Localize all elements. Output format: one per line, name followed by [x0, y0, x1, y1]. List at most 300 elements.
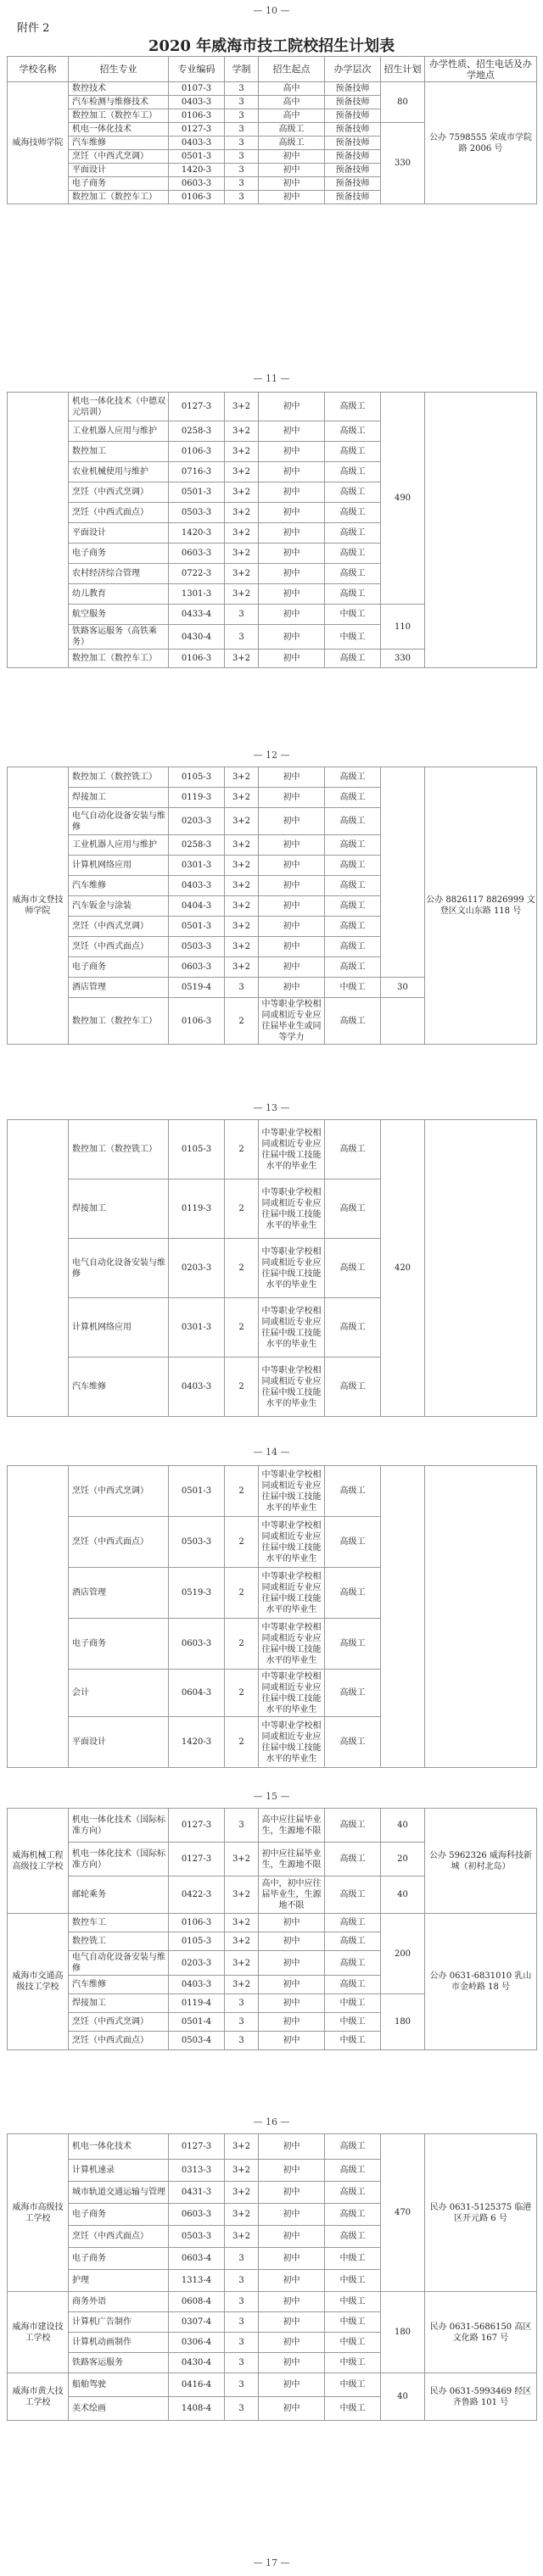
- level-cell: 预备技师: [325, 96, 381, 109]
- level-cell: 中级工: [325, 2373, 381, 2397]
- level-cell: 高级工: [325, 1717, 381, 1768]
- major-cell: 机电一体化技术: [69, 2134, 169, 2160]
- code-cell: 0716-3: [169, 462, 225, 482]
- contact-cell: 公办 7598555 荣成市学院路 2006 号: [425, 82, 537, 204]
- start-cell: 初中: [259, 1932, 325, 1951]
- level-cell: 高级工: [325, 544, 381, 564]
- start-cell: 初中: [259, 937, 325, 957]
- code-cell: 0603-3: [169, 2204, 225, 2226]
- start-cell: 初中: [259, 462, 325, 482]
- major-cell: 焊接加工: [69, 788, 169, 808]
- code-cell: 0127-3: [169, 393, 225, 421]
- level-cell: 高级工: [325, 2182, 381, 2204]
- start-cell: 初中: [259, 2333, 325, 2353]
- major-cell: 电气自动化设备安装与维修: [69, 1951, 169, 1976]
- level-cell: 高级工: [325, 856, 381, 876]
- major-cell: 烹饪（中西式烹调）: [69, 1466, 169, 1517]
- level-cell: 高级工: [325, 1358, 381, 1417]
- duration-cell: 3+2: [225, 1976, 259, 1994]
- start-cell: 初中: [259, 788, 325, 808]
- major-cell: 酒店管理: [69, 1568, 169, 1619]
- start-cell: 初中: [259, 625, 325, 650]
- start-cell: 高中: [259, 109, 325, 123]
- level-cell: 高级工: [325, 1976, 381, 1994]
- school-name: 威海市交通高级技工学校: [8, 1914, 69, 2050]
- duration-cell: 3+2: [225, 442, 259, 462]
- duration-cell: 3+2: [225, 917, 259, 937]
- level-cell: 高级工: [325, 1298, 381, 1358]
- duration-cell: 2: [225, 1466, 259, 1517]
- major-cell: 数控车工: [69, 1914, 169, 1932]
- major-cell: 机电一体化技术（国际标准方向）: [69, 1809, 169, 1843]
- code-cell: 1313-4: [169, 2270, 225, 2292]
- start-cell: 中等职业学校相同或相近专业应往届中级工技能水平的毕业生: [259, 1239, 325, 1298]
- level-cell: 高级工: [325, 937, 381, 957]
- code-cell: 0501-3: [169, 482, 225, 503]
- code-cell: 0519-4: [169, 978, 225, 998]
- level-cell: 高级工: [325, 917, 381, 937]
- major-cell: 护理: [69, 2270, 169, 2292]
- major-cell: 机电一体化技术（国际标准方向）: [69, 1843, 169, 1876]
- duration-cell: 3+2: [225, 482, 259, 503]
- duration-cell: 3+2: [225, 1951, 259, 1976]
- start-cell: 初中: [259, 191, 325, 204]
- plan-cell: 490: [381, 393, 425, 605]
- major-cell: 航空服务: [69, 605, 169, 625]
- plan-table-3: [7, 767, 537, 1045]
- duration-cell: 3: [225, 82, 259, 96]
- major-cell: 农村经济综合管理: [69, 564, 169, 584]
- major-cell: 数控技术: [69, 82, 169, 96]
- plan-cell: 40: [381, 1809, 425, 1843]
- code-cell: 0422-3: [169, 1876, 225, 1914]
- level-cell: 高级工: [325, 876, 381, 896]
- major-cell: 数控加工（数控车工）: [69, 109, 169, 123]
- major-cell: 平面设计: [69, 164, 169, 177]
- code-cell: 0105-3: [169, 1932, 225, 1951]
- plan-cell: 330: [381, 123, 425, 204]
- duration-cell: 3+2: [225, 876, 259, 896]
- code-cell: 0106-3: [169, 109, 225, 123]
- level-cell: 高级工: [325, 998, 381, 1045]
- code-cell: 0119-3: [169, 1179, 225, 1239]
- contact-cell: 公办 5962326 威海科技新城（初村北岛）: [425, 1809, 537, 1914]
- code-cell: 0603-3: [169, 177, 225, 191]
- code-cell: 0603-3: [169, 1619, 225, 1670]
- level-cell: 中级工: [325, 2397, 381, 2421]
- start-cell: 初中: [259, 393, 325, 421]
- start-cell: 高级工: [259, 123, 325, 137]
- plan-cell: [381, 767, 425, 978]
- level-cell: 高级工: [325, 1914, 381, 1932]
- code-cell: 0119-3: [169, 788, 225, 808]
- duration-cell: 3: [225, 605, 259, 625]
- major-cell: 机电一体化技术（中德双元培训）: [69, 393, 169, 421]
- code-cell: 0404-3: [169, 896, 225, 917]
- duration-cell: 3: [225, 150, 259, 164]
- code-cell: 0403-3: [169, 876, 225, 896]
- code-cell: 0503-3: [169, 2226, 225, 2248]
- code-cell: 0306-4: [169, 2333, 225, 2353]
- header-school: 学校名称: [8, 57, 69, 82]
- major-cell: 焊接加工: [69, 1179, 169, 1239]
- start-cell: 初中应往届毕业生，生源地不限: [259, 1843, 325, 1876]
- code-cell: 0403-3: [169, 1976, 225, 1994]
- code-cell: 0301-3: [169, 856, 225, 876]
- major-cell: 烹饪（中西式烹调）: [69, 917, 169, 937]
- major-cell: 汽车钣金与涂装: [69, 896, 169, 917]
- code-cell: 1420-3: [169, 164, 225, 177]
- code-cell: 0501-3: [169, 1466, 225, 1517]
- plan-cell: 420: [381, 1120, 425, 1417]
- code-cell: 0203-3: [169, 808, 225, 835]
- major-cell: 电气自动化设备安装与维修: [69, 1239, 169, 1298]
- level-cell: 高级工: [325, 442, 381, 462]
- page-number: — 15 —: [253, 1791, 290, 1802]
- contact-cell: 公办 0631-6831010 乳山市金岭路 18 号: [425, 1914, 537, 2050]
- code-cell: 0106-3: [169, 442, 225, 462]
- major-cell: 烹饪（中西式面点）: [69, 937, 169, 957]
- duration-cell: 3+2: [225, 503, 259, 523]
- code-cell: 0608-4: [169, 2292, 225, 2312]
- duration-cell: 3+2: [225, 2134, 259, 2160]
- duration-cell: 3: [225, 2013, 259, 2032]
- duration-cell: 3: [225, 137, 259, 150]
- code-cell: 0105-3: [169, 767, 225, 788]
- major-cell: 计算机网络应用: [69, 1298, 169, 1358]
- major-cell: 工业机器人应用与维护: [69, 421, 169, 442]
- major-cell: 电气自动化设备安装与维修: [69, 808, 169, 835]
- level-cell: 预备技师: [325, 82, 381, 96]
- level-cell: 高级工: [325, 1932, 381, 1951]
- level-cell: 高级工: [325, 1120, 381, 1179]
- start-cell: 初中: [259, 896, 325, 917]
- major-cell: 幼儿教育: [69, 584, 169, 605]
- start-cell: 初中: [259, 564, 325, 584]
- start-cell: 初中: [259, 2292, 325, 2312]
- header-level: 办学层次: [325, 57, 381, 82]
- duration-cell: 3: [225, 978, 259, 998]
- duration-cell: 3: [225, 2270, 259, 2292]
- start-cell: 初中: [259, 767, 325, 788]
- start-cell: 初中: [259, 835, 325, 856]
- duration-cell: 3+2: [225, 2182, 259, 2204]
- code-cell: 0127-3: [169, 2134, 225, 2160]
- code-cell: 0430-4: [169, 2353, 225, 2373]
- level-cell: 中级工: [325, 2353, 381, 2373]
- start-cell: 初中: [259, 2160, 325, 2182]
- start-cell: 初中: [259, 2226, 325, 2248]
- major-cell: 铁路客运服务: [69, 2353, 169, 2373]
- duration-cell: 3: [225, 2292, 259, 2312]
- level-cell: 高级工: [325, 788, 381, 808]
- plan-cell: 30: [381, 978, 425, 998]
- major-cell: 电子商务: [69, 957, 169, 978]
- plan-table-5: [7, 1465, 537, 1768]
- duration-cell: 3+2: [225, 650, 259, 668]
- duration-cell: 3+2: [225, 1932, 259, 1951]
- start-cell: 初中: [259, 1914, 325, 1932]
- code-cell: 0203-3: [169, 1951, 225, 1976]
- major-cell: 美术绘画: [69, 2397, 169, 2421]
- major-cell: 邮轮乘务: [69, 1876, 169, 1914]
- page-number: — 16 —: [253, 2116, 290, 2127]
- start-cell: 高中应往届毕业生，生源地不限: [259, 1809, 325, 1843]
- start-cell: 初中: [259, 442, 325, 462]
- duration-cell: 3+2: [225, 393, 259, 421]
- start-cell: 中等职业学校相同或相近专业应往届中级工技能水平的毕业生: [259, 1298, 325, 1358]
- level-cell: 高级工: [325, 835, 381, 856]
- duration-cell: 3+2: [225, 544, 259, 564]
- header-start: 招生起点: [259, 57, 325, 82]
- level-cell: 预备技师: [325, 137, 381, 150]
- plan-table-4: [7, 1119, 537, 1417]
- level-cell: 中级工: [325, 2333, 381, 2353]
- major-cell: 汽车维修: [69, 1358, 169, 1417]
- major-cell: 数控加工（数控铣工）: [69, 1120, 169, 1179]
- header-plan: 招生计划: [381, 57, 425, 82]
- duration-cell: 3+2: [225, 957, 259, 978]
- code-cell: 0501-4: [169, 2013, 225, 2032]
- attachment-label: 附件 2: [17, 22, 50, 35]
- code-cell: 0403-3: [169, 1358, 225, 1417]
- major-cell: 数控加工: [69, 442, 169, 462]
- code-cell: 0519-3: [169, 1568, 225, 1619]
- code-cell: 0501-3: [169, 150, 225, 164]
- start-cell: 初中: [259, 584, 325, 605]
- level-cell: 高级工: [325, 462, 381, 482]
- start-cell: 高中，初中应往届毕业生，生源地不限: [259, 1876, 325, 1914]
- plan-table-7: [7, 2133, 537, 2421]
- duration-cell: 3+2: [225, 2226, 259, 2248]
- duration-cell: 2: [225, 1120, 259, 1179]
- code-cell: 0203-3: [169, 1239, 225, 1298]
- code-cell: 0503-3: [169, 1517, 225, 1568]
- duration-cell: 3: [225, 2373, 259, 2397]
- level-cell: 高级工: [325, 2226, 381, 2248]
- code-cell: 0603-3: [169, 957, 225, 978]
- start-cell: 中等职业学校相同或相近专业应往届中级工技能水平的毕业生: [259, 1619, 325, 1670]
- duration-cell: 2: [225, 1568, 259, 1619]
- contact-cell: 民办 0631-5686150 高区文化路 167 号: [425, 2292, 537, 2373]
- level-cell: 高级工: [325, 584, 381, 605]
- duration-cell: 2: [225, 1717, 259, 1768]
- code-cell: 0127-3: [169, 123, 225, 137]
- contact-cell: 民办 0631-5993469 经区齐鲁路 101 号: [425, 2373, 537, 2421]
- contact-cell: 民办 0631-5125375 临港区开元路 6 号: [425, 2134, 537, 2292]
- level-cell: 高级工: [325, 1843, 381, 1876]
- level-cell: 高级工: [325, 767, 381, 788]
- start-cell: 初中: [259, 2204, 325, 2226]
- start-cell: 初中: [259, 503, 325, 523]
- level-cell: 中级工: [325, 2312, 381, 2333]
- start-cell: 中等职业学校相同或相近专业应往届中级工技能水平的毕业生: [259, 1179, 325, 1239]
- major-cell: 电子商务: [69, 1619, 169, 1670]
- level-cell: 高级工: [325, 957, 381, 978]
- major-cell: 铁路客运服务（高铁乘务）: [69, 625, 169, 650]
- contact-cell: [425, 1466, 537, 1768]
- school-name: 威海技师学院: [8, 82, 69, 204]
- duration-cell: 3+2: [225, 584, 259, 605]
- start-cell: 初中: [259, 1976, 325, 1994]
- start-cell: 初中: [259, 523, 325, 544]
- major-cell: 烹饪（中西式烹调）: [69, 482, 169, 503]
- duration-cell: 2: [225, 1517, 259, 1568]
- level-cell: 高级工: [325, 1951, 381, 1976]
- start-cell: 初中: [259, 605, 325, 625]
- start-cell: 高中: [259, 96, 325, 109]
- level-cell: 高级工: [325, 523, 381, 544]
- duration-cell: 3+2: [225, 2204, 259, 2226]
- code-cell: 0105-3: [169, 1120, 225, 1179]
- major-cell: 烹饪（中西式烹调）: [69, 2013, 169, 2032]
- page-number: — 14 —: [253, 1447, 290, 1458]
- start-cell: 初中: [259, 2013, 325, 2032]
- major-cell: 酒店管理: [69, 978, 169, 998]
- duration-cell: 3: [225, 96, 259, 109]
- level-cell: 预备技师: [325, 177, 381, 191]
- duration-cell: 3+2: [225, 2160, 259, 2182]
- level-cell: 高级工: [325, 2204, 381, 2226]
- major-cell: 平面设计: [69, 523, 169, 544]
- level-cell: 高级工: [325, 808, 381, 835]
- level-cell: 高级工: [325, 1466, 381, 1517]
- code-cell: 0503-4: [169, 2032, 225, 2050]
- code-cell: 0403-3: [169, 137, 225, 150]
- level-cell: 预备技师: [325, 191, 381, 204]
- duration-cell: 3: [225, 625, 259, 650]
- duration-cell: 3: [225, 109, 259, 123]
- duration-cell: 3+2: [225, 856, 259, 876]
- page-number: — 17 —: [253, 2557, 290, 2568]
- level-cell: 中级工: [325, 2270, 381, 2292]
- duration-cell: 2: [225, 1239, 259, 1298]
- duration-cell: 3+2: [225, 1914, 259, 1932]
- start-cell: 中等职业学校相同或相近专业应往届中级工技能水平的毕业生: [259, 1568, 325, 1619]
- header-contact: 办学性质、招生电话及办学地点: [425, 57, 537, 82]
- duration-cell: 3: [225, 191, 259, 204]
- level-cell: 中级工: [325, 1994, 381, 2013]
- level-cell: 高级工: [325, 421, 381, 442]
- code-cell: 0603-4: [169, 2248, 225, 2270]
- start-cell: 初中: [259, 2312, 325, 2333]
- level-cell: 高级工: [325, 1670, 381, 1717]
- start-cell: 初中: [259, 2373, 325, 2397]
- major-cell: 农业机械使用与维护: [69, 462, 169, 482]
- school-name: 威海市建设技工学校: [8, 2292, 69, 2373]
- major-cell: 电子商务: [69, 544, 169, 564]
- plan-cell: [381, 1466, 425, 1768]
- plan-cell: 330: [381, 650, 425, 668]
- major-cell: 数控加工（数控车工）: [69, 650, 169, 668]
- level-cell: 中级工: [325, 2292, 381, 2312]
- major-cell: 船舶驾驶: [69, 2373, 169, 2397]
- duration-cell: 3+2: [225, 767, 259, 788]
- plan-cell: [381, 998, 425, 1045]
- duration-cell: 3: [225, 1994, 259, 2013]
- level-cell: 高级工: [325, 1568, 381, 1619]
- contact-cell: [425, 1120, 537, 1417]
- school-name: 威海市黄大技工学校: [8, 2373, 69, 2421]
- plan-cell: 20: [381, 1843, 425, 1876]
- level-cell: 预备技师: [325, 164, 381, 177]
- duration-cell: 3: [225, 2353, 259, 2373]
- major-cell: 汽车维修: [69, 137, 169, 150]
- level-cell: 高级工: [325, 2160, 381, 2182]
- major-cell: 计算机动画制作: [69, 2333, 169, 2353]
- code-cell: 0258-3: [169, 835, 225, 856]
- header-major: 招生专业: [69, 57, 169, 82]
- duration-cell: 3+2: [225, 421, 259, 442]
- major-cell: 烹饪（中西式面点）: [69, 1517, 169, 1568]
- major-cell: 平面设计: [69, 1717, 169, 1768]
- start-cell: 初中: [259, 2248, 325, 2270]
- start-cell: 初中: [259, 978, 325, 998]
- level-cell: 高级工: [325, 896, 381, 917]
- duration-cell: 3+2: [225, 462, 259, 482]
- level-cell: 高级工: [325, 393, 381, 421]
- level-cell: 中级工: [325, 605, 381, 625]
- level-cell: 中级工: [325, 2013, 381, 2032]
- major-cell: 工业机器人应用与维护: [69, 835, 169, 856]
- school-name: [8, 1466, 69, 1768]
- school-name: [8, 1120, 69, 1417]
- plan-cell: 470: [381, 2134, 425, 2292]
- level-cell: 高级工: [325, 1619, 381, 1670]
- start-cell: 中等职业学校相同或相近专业应往届毕业生或同等学力: [259, 998, 325, 1045]
- major-cell: 会计: [69, 1670, 169, 1717]
- level-cell: 中级工: [325, 625, 381, 650]
- start-cell: 高中: [259, 82, 325, 96]
- level-cell: 预备技师: [325, 109, 381, 123]
- duration-cell: 3+2: [225, 808, 259, 835]
- code-cell: 0127-3: [169, 1809, 225, 1843]
- code-cell: 0503-3: [169, 937, 225, 957]
- level-cell: 高级工: [325, 1179, 381, 1239]
- code-cell: 1420-3: [169, 1717, 225, 1768]
- page-number: — 13 —: [253, 1102, 290, 1113]
- plan-cell: 40: [381, 2373, 425, 2421]
- page-number: — 11 —: [253, 373, 290, 384]
- major-cell: 烹饪（中西式面点）: [69, 503, 169, 523]
- duration-cell: 3: [225, 2032, 259, 2050]
- level-cell: 高级工: [325, 1876, 381, 1914]
- start-cell: 初中: [259, 164, 325, 177]
- school-name: [8, 393, 69, 668]
- code-cell: 1301-3: [169, 584, 225, 605]
- level-cell: 高级工: [325, 564, 381, 584]
- duration-cell: 2: [225, 998, 259, 1045]
- start-cell: 中等职业学校相同或相近专业应往届中级工技能水平的毕业生: [259, 1466, 325, 1517]
- page-number: — 10 —: [253, 5, 290, 16]
- code-cell: 0106-3: [169, 1914, 225, 1932]
- duration-cell: 2: [225, 1670, 259, 1717]
- contact-cell: [425, 393, 537, 668]
- code-cell: 0106-3: [169, 191, 225, 204]
- start-cell: 中等职业学校相同或相近专业应往届中级工技能水平的毕业生: [259, 1670, 325, 1717]
- code-cell: 0604-3: [169, 1670, 225, 1717]
- page-number: — 12 —: [253, 750, 290, 761]
- duration-cell: 2: [225, 1619, 259, 1670]
- major-cell: 汽车维修: [69, 876, 169, 896]
- major-cell: 计算机广告制作: [69, 2312, 169, 2333]
- level-cell: 高级工: [325, 650, 381, 668]
- duration-cell: 2: [225, 1358, 259, 1417]
- code-cell: 0119-4: [169, 1994, 225, 2013]
- plan-table-1: [7, 56, 537, 204]
- duration-cell: 3: [225, 1809, 259, 1843]
- plan-cell: 40: [381, 1876, 425, 1914]
